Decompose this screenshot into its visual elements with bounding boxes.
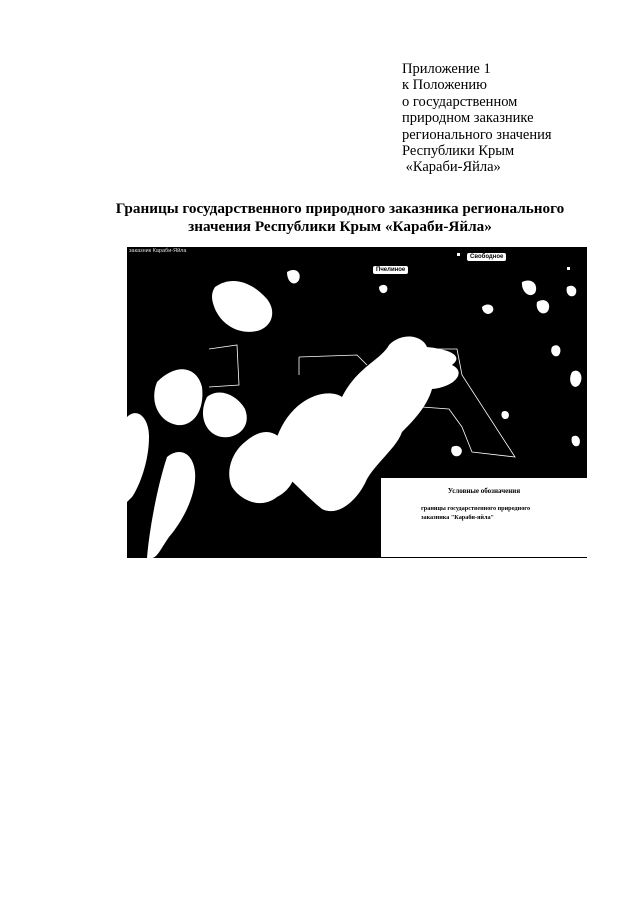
appendix-line: регионального значения xyxy=(402,126,552,143)
appendix-line: Республики Крым xyxy=(402,143,515,160)
map-caption: заказник Караби-Яйла xyxy=(129,248,187,254)
label-svobodnoe: Свободное xyxy=(467,253,506,261)
appendix-line: природном заказнике xyxy=(402,110,534,127)
label-pchelinoe: Пчелиное xyxy=(373,266,408,274)
appendix-line: к Положению xyxy=(402,77,487,94)
appendix-line: «Караби-Яйла» xyxy=(402,159,501,176)
legend-item-line-2: заказника "Караби-яйла" xyxy=(421,514,494,521)
map-legend xyxy=(381,478,587,557)
legend-title: Условные обозначения xyxy=(447,487,521,495)
appendix-line: Приложение 1 xyxy=(402,61,491,77)
legend-item-line-1: границы государственного природного xyxy=(421,505,531,512)
appendix-line: о государственном xyxy=(402,93,518,110)
title-line-2: значения Республики Крым «Караби-Яйла» xyxy=(188,218,492,235)
document-title xyxy=(100,200,580,236)
title-line-1: Границы государственного природного заказника регионального xyxy=(115,200,565,217)
appendix-header xyxy=(402,61,622,176)
